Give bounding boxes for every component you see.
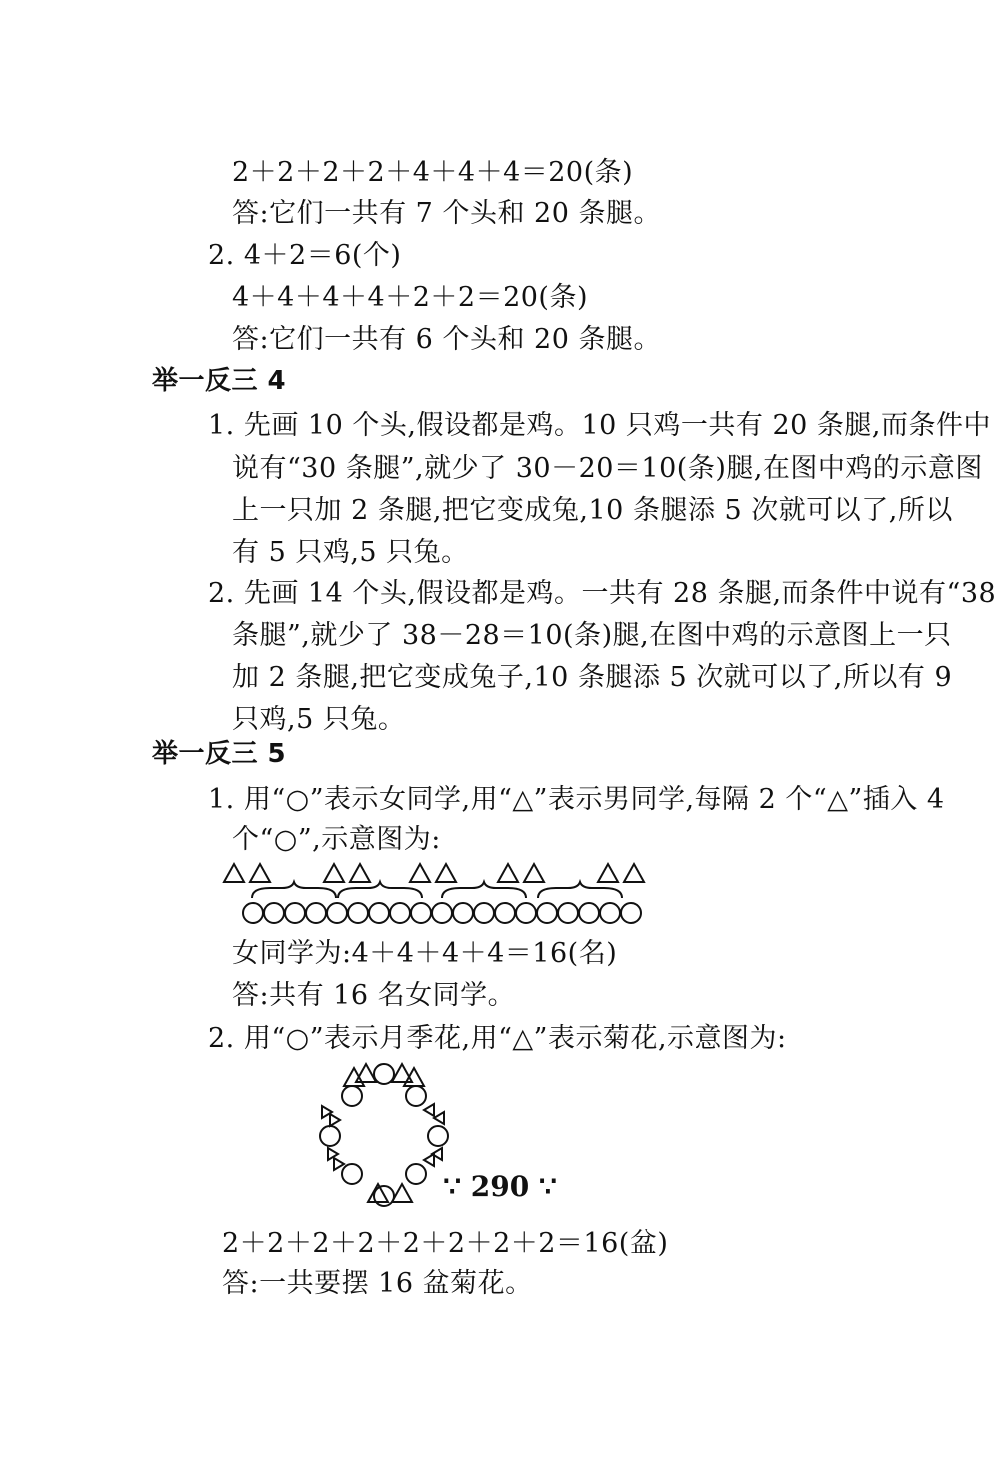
circle-icon — [390, 903, 410, 923]
circle-icon — [369, 903, 389, 923]
triangle-icon — [424, 1104, 434, 1116]
circle-icon — [537, 903, 557, 923]
brace-icon — [538, 882, 622, 898]
text-line: 加 2 条腿,把它变成兔子,10 条腿添 5 次就可以了,所以有 9 — [232, 662, 953, 693]
text-line: 答:一共要摆 16 盆菊花。 — [222, 1268, 533, 1299]
section-heading: 举一反三 4 — [152, 366, 287, 396]
text-line: 上一只加 2 条腿,把它变成兔,10 条腿添 5 次就可以了,所以 — [232, 495, 953, 526]
circle-icon — [306, 903, 326, 923]
triangle-icon — [624, 864, 644, 882]
brace-icon — [442, 882, 526, 898]
triangle-icon — [250, 864, 270, 882]
circle-icon — [453, 903, 473, 923]
students-arrangement-diagram — [220, 858, 670, 938]
text-line: 2. 用“○”表示月季花,用“△”表示菊花,示意图为: — [208, 1023, 787, 1054]
triangle-icon — [392, 1064, 412, 1082]
circle-icon — [432, 903, 452, 923]
triangle-icon — [330, 1114, 340, 1126]
text-line: 女同学为:4＋4＋4＋4＝16(名) — [232, 938, 618, 969]
triangle-icon — [224, 864, 244, 882]
triangle-icon — [404, 1068, 424, 1086]
section-heading: 举一反三 5 — [152, 739, 287, 769]
triangle-icon — [434, 1112, 444, 1124]
triangle-icon — [344, 1068, 364, 1086]
circle-icon — [243, 903, 263, 923]
text-line: 4＋4＋4＋4＋2＋2＝20(条) — [232, 282, 588, 313]
text-line: 说有“30 条腿”,就少了 30－20＝10(条)腿,在图中鸡的示意图 — [232, 453, 983, 484]
text-line: 2. 4＋2＝6(个) — [208, 240, 402, 271]
text-line: 答:它们一共有 6 个头和 20 条腿。 — [232, 324, 661, 355]
text-line: 只鸡,5 只兔。 — [232, 704, 406, 735]
text-line: 2＋2＋2＋2＋4＋4＋4＝20(条) — [232, 157, 634, 188]
circle-icon — [579, 903, 599, 923]
text-line: 1. 先画 10 个头,假设都是鸡。10 只鸡一共有 20 条腿,而条件中 — [208, 410, 991, 441]
brace-icon — [338, 882, 422, 898]
circle-icon — [406, 1086, 426, 1106]
triangle-icon — [324, 864, 344, 882]
circle-icon — [348, 903, 368, 923]
circle-icon — [495, 903, 515, 923]
circle-icon — [374, 1064, 394, 1084]
text-line: 条腿”,就少了 38－28＝10(条)腿,在图中鸡的示意图上一只 — [232, 620, 952, 651]
circle-icon — [621, 903, 641, 923]
page-number: ∵ 290 ∵ — [443, 1170, 557, 1203]
circle-icon — [516, 903, 536, 923]
triangle-icon — [424, 1154, 434, 1166]
text-line: 1. 用“○”表示女同学,用“△”表示男同学,每隔 2 个“△”插入 4 — [208, 784, 945, 815]
circle-icon — [558, 903, 578, 923]
brace-icon — [252, 882, 336, 898]
triangle-icon — [524, 864, 544, 882]
circle-icon — [342, 1086, 362, 1106]
triangle-icon — [356, 1064, 376, 1082]
text-line: 个“○”,示意图为: — [232, 824, 441, 855]
triangle-icon — [436, 864, 456, 882]
circle-icon — [264, 903, 284, 923]
text-line: 有 5 只鸡,5 只兔。 — [232, 537, 469, 568]
text-line: 2＋2＋2＋2＋2＋2＋2＋2＝16(盆) — [222, 1228, 669, 1259]
circle-icon — [285, 903, 305, 923]
triangle-icon — [598, 864, 618, 882]
triangle-icon — [410, 864, 430, 882]
circle-icon — [327, 903, 347, 923]
circle-icon — [320, 1126, 340, 1146]
circle-icon — [411, 903, 431, 923]
text-line: 答:共有 16 名女同学。 — [232, 980, 516, 1011]
circle-icon — [474, 903, 494, 923]
triangle-icon — [334, 1158, 344, 1170]
circle-icon — [428, 1126, 448, 1146]
triangle-icon — [498, 864, 518, 882]
text-line: 答:它们一共有 7 个头和 20 条腿。 — [232, 198, 661, 229]
text-line: 2. 先画 14 个头,假设都是鸡。一共有 28 条腿,而条件中说有“38 — [208, 578, 997, 609]
circle-icon — [600, 903, 620, 923]
triangle-icon — [350, 864, 370, 882]
